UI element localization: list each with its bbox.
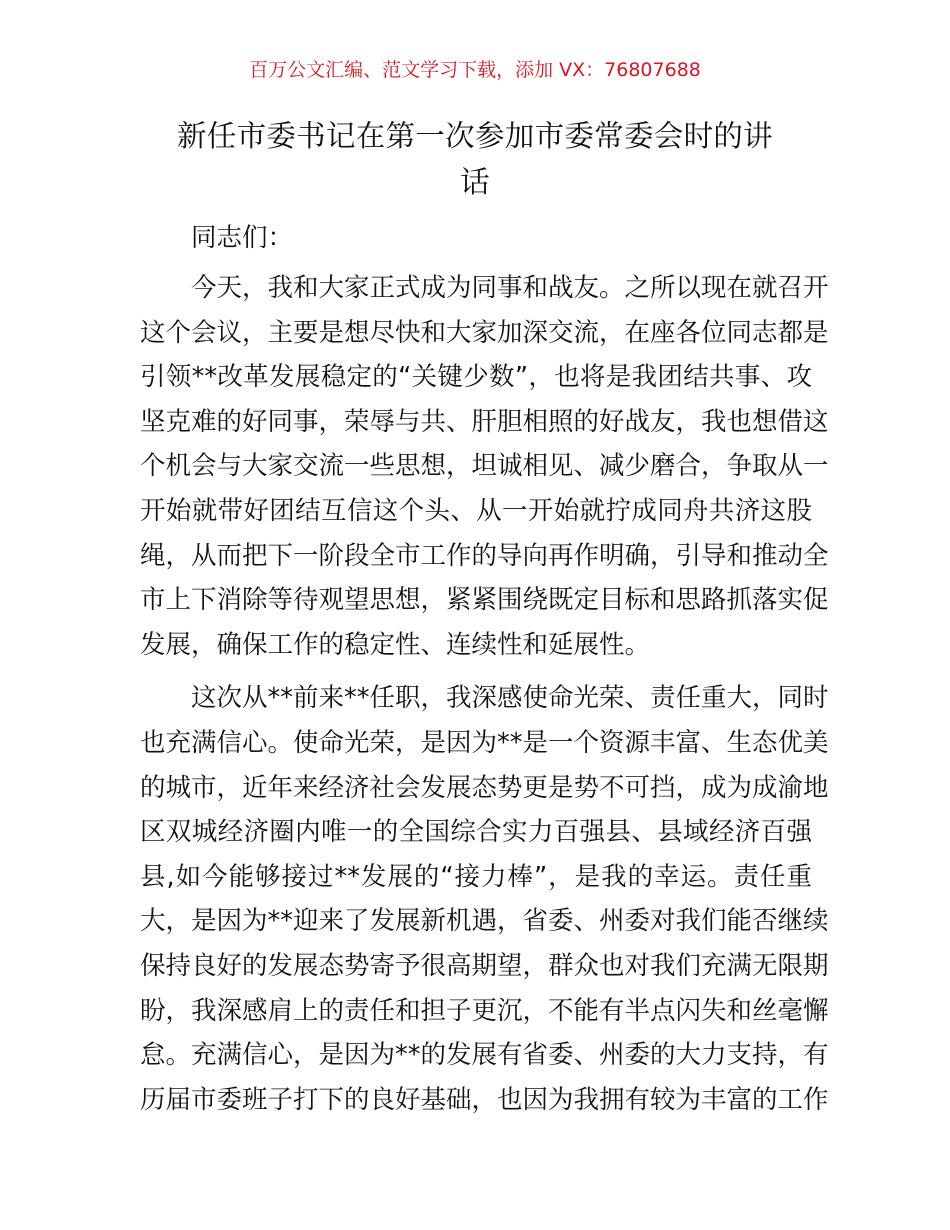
document-title	[140, 113, 810, 205]
text-line: 区双城经济圈内唯一的全国综合实力百强县、县域经济百强	[140, 817, 812, 848]
text-line: 县,如今能够接过**发展的“接力棒”，是我的幸运。责任重	[140, 861, 812, 892]
document-body	[140, 216, 829, 1122]
text-line: 个机会与大家交流一些思想，坦诚相见、减少磨合，争取从一	[140, 451, 829, 482]
text-line: 也充满信心。使命光荣，是因为**是一个资源丰富、生态优美	[140, 727, 829, 758]
text-line: 盼，我深感肩上的责任和担子更沉，不能有半点闪失和丝毫懈	[140, 995, 829, 1026]
text-line: 坚克难的好同事，荣辱与共、肝胆相照的好战友，我也想借这	[140, 406, 829, 437]
text-line: 历届市委班子打下的良好基础，也因为我拥有较为丰富的工作	[140, 1084, 829, 1115]
salutation: 同志们：	[191, 223, 294, 253]
text-line: 今天，我和大家正式成为同事和战友。之所以现在就召开	[191, 273, 829, 303]
paragraph-1	[140, 266, 829, 667]
watermark-banner: 百万公文汇编、范文学习下载，添加 VX：76807688	[249, 59, 701, 81]
text-line: 的城市，近年来经济社会发展态势更是势不可挡，成为成渝地	[140, 772, 829, 803]
text-line: 这个会议，主要是想尽快和大家加深交流，在座各位同志都是	[140, 317, 829, 348]
document-title-line-1: 新任市委书记在第一次参加市委常委会时的讲	[176, 119, 773, 153]
text-line: 大，是因为**迎来了发展新机遇，省委、州委对我们能否继续	[140, 906, 829, 937]
text-line: 这次从**前来**任职，我深感使命光荣、责任重大，同时	[191, 683, 829, 714]
text-line: 怠。充满信心，是因为**的发展有省委、州委的大力支持，有	[140, 1040, 829, 1071]
text-line: 保持良好的发展态势寄予很高期望，群众也对我们充满无限期	[140, 950, 829, 981]
text-line: 绳，从而把下一阶段全市工作的导向再作明确，引导和推动全	[140, 540, 829, 571]
paragraph-2	[140, 676, 829, 1122]
document-title-line-2: 话	[460, 165, 490, 199]
text-line: 开始就带好团结互信这个头、从一开始就拧成同舟共济这股	[140, 495, 812, 526]
text-line: 市上下消除等待观望思想，紧紧围绕既定目标和思路抓落实促	[140, 585, 829, 616]
text-line: 引领**改革发展稳定的“关键少数”，也将是我团结共事、攻	[140, 362, 812, 393]
text-line: 发展，确保工作的稳定性、连续性和延展性。	[140, 629, 651, 660]
